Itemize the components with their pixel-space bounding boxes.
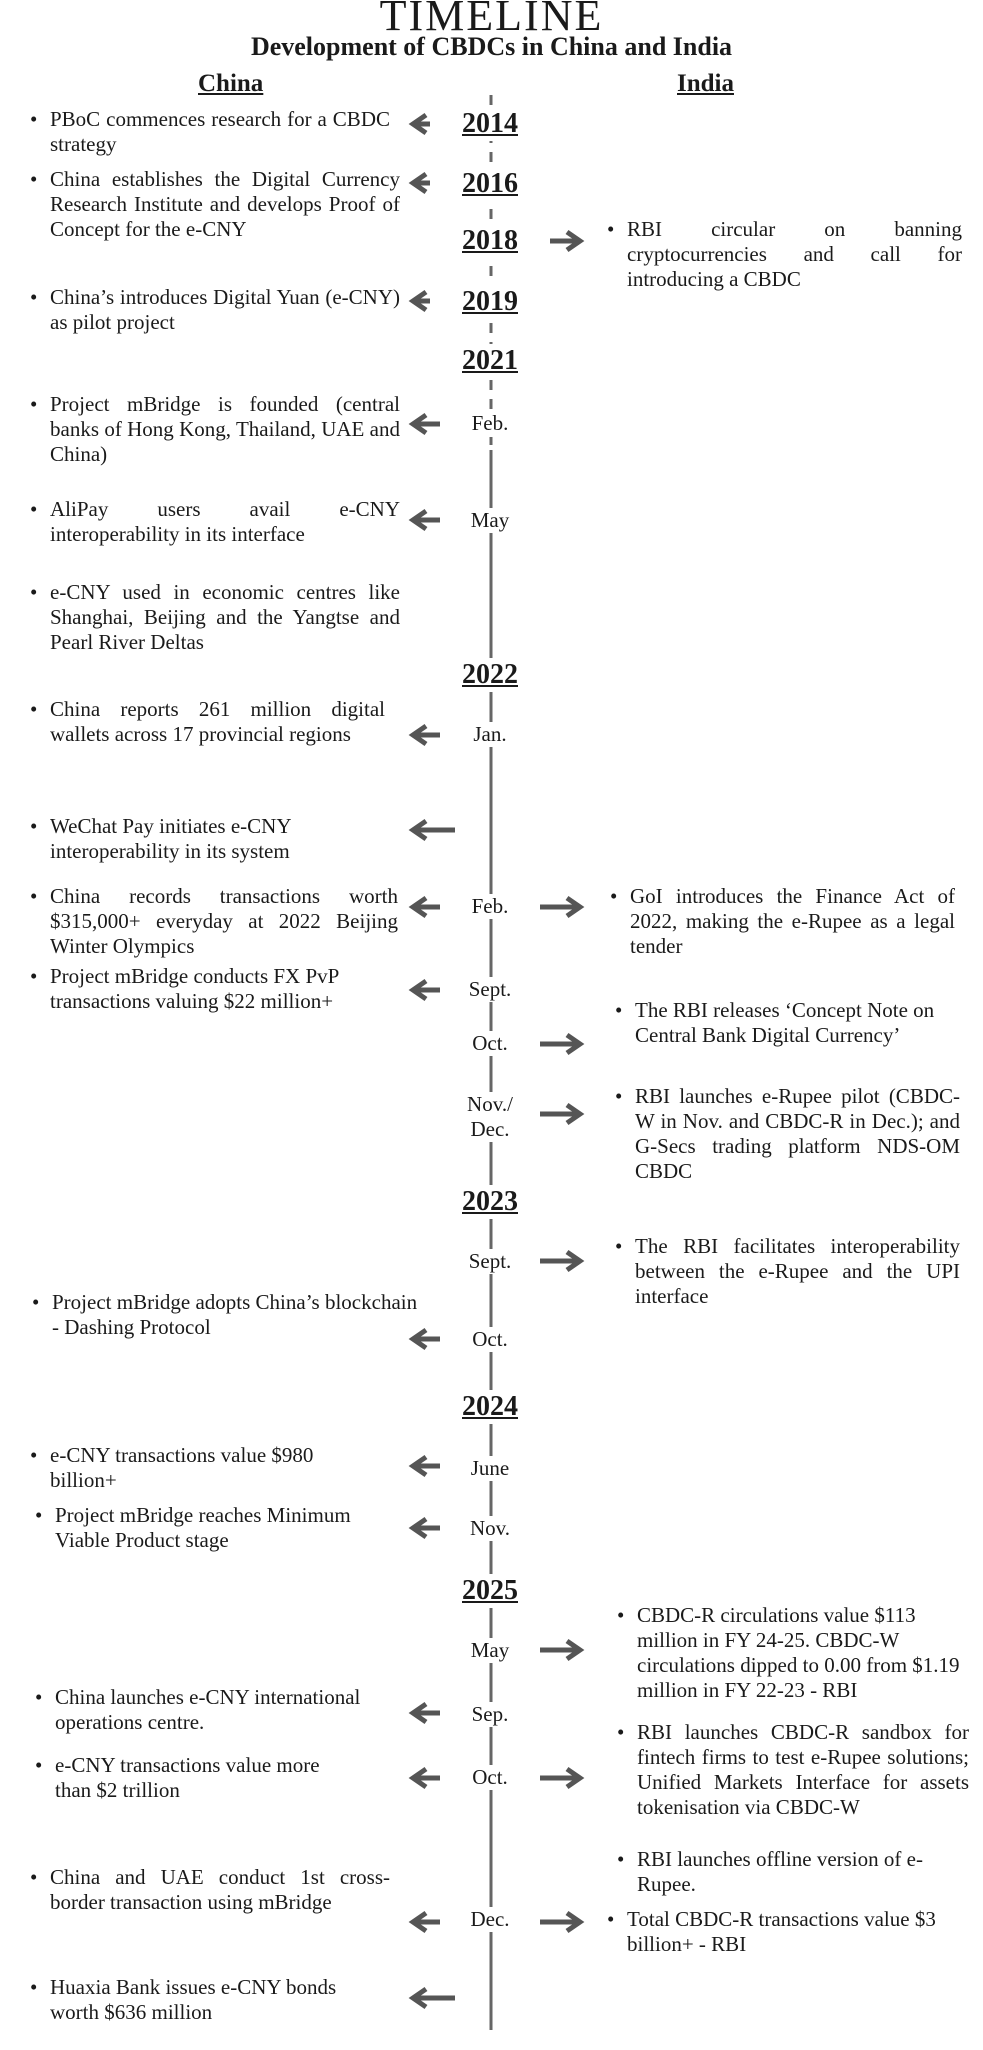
china-event: • e-CNY transactions value more than $2 trillion — [35, 1753, 320, 1802]
india-event: • Total CBDC-R transactions value $3 billion+ - RBI — [607, 1907, 936, 1956]
month-marker: May — [440, 508, 540, 533]
india-event: • The RBI releases ‘Concept Note on Central Bank Digital Currency’ — [615, 998, 935, 1047]
month-marker: Oct. — [440, 1327, 540, 1352]
arrow-left-icon — [413, 821, 455, 839]
month-marker: Nov./ Dec. — [440, 1092, 540, 1142]
year-marker: 2023 — [430, 1185, 550, 1219]
month-marker: Feb. — [440, 411, 540, 436]
year-marker: 2014 — [430, 107, 550, 141]
month-marker: Feb. — [440, 894, 540, 919]
china-event: • Project mBridge reaches Minimum Viable Product stage — [35, 1503, 351, 1552]
month-marker: June — [440, 1456, 540, 1481]
arrow-left-icon — [413, 1989, 455, 2007]
year-marker: 2024 — [430, 1390, 550, 1424]
month-marker: Nov. — [440, 1516, 540, 1541]
column-header-india: India — [677, 70, 734, 97]
arrow-right-icon — [538, 1035, 580, 1053]
page-title: TIMELINE — [379, 0, 604, 40]
year-marker: 2019 — [430, 285, 550, 319]
year-marker: 2021 — [430, 344, 550, 378]
arrow-right-icon — [538, 1105, 580, 1123]
arrow-right-icon — [538, 898, 580, 916]
month-marker: Sept. — [440, 1249, 540, 1274]
china-event: • e-CNY used in economic centres like Shanghai, Beijing and the Yangtse and Pearl River Deltas — [30, 580, 400, 654]
china-event: • China’s introduces Digital Yuan (e-CNY) as pilot project — [30, 285, 400, 334]
china-event: • China reports 261 million digital wallets across 17 provincial regions — [30, 697, 385, 746]
month-marker: Sept. — [440, 977, 540, 1002]
india-event: • RBI launches offline version of e-Rupee. — [617, 1847, 923, 1896]
china-event: • Huaxia Bank issues e-CNY bonds worth $636 million — [30, 1975, 337, 2024]
month-marker: Oct. — [440, 1031, 540, 1056]
china-event: • e-CNY transactions value $980 billion+ — [30, 1443, 314, 1492]
arrow-right-icon — [538, 1641, 580, 1659]
china-event: • China records transactions worth $315,000+ everyday at 2022 Beijing Winter Olympics — [30, 884, 398, 958]
india-event: • RBI launches CBDC-R sandbox for fintech firms to test e-Rupee solutions; Unified Markets Interface for assets tokenisation via CBDC-W — [617, 1720, 969, 1819]
year-marker: 2022 — [430, 658, 550, 692]
china-event: • PBoC commences research for a CBDC strategy — [30, 107, 390, 156]
arrow-right-icon — [538, 1913, 580, 1931]
arrow-right-icon — [538, 1252, 580, 1270]
china-event: • China launches e-CNY international operations centre. — [35, 1685, 361, 1734]
china-event: • China and UAE conduct 1st cross-border transaction using mBridge — [30, 1865, 390, 1914]
india-event: • RBI circular on banning cryptocurrencies and call for introducing a CBDC — [607, 217, 962, 291]
china-event: • WeChat Pay initiates e-CNY interoperability in its system — [30, 814, 291, 863]
china-event: • China establishes the Digital Currency Research Institute and develops Proof of Concept for the e-CNY — [30, 167, 400, 241]
month-marker: Oct. — [440, 1765, 540, 1790]
year-marker: 2018 — [430, 224, 550, 258]
month-marker: Sep. — [440, 1702, 540, 1727]
month-marker: May — [440, 1638, 540, 1663]
china-event: • Project mBridge conducts FX PvP transactions valuing $22 million+ — [30, 964, 339, 1013]
india-event: • CBDC-R circulations value $113 million in FY 24-25. CBDC-W circulations dipped to 0.00 from $1.19 million in FY 22-23 - RBI — [617, 1603, 960, 1702]
china-event: • Project mBridge adopts China’s blockchain - Dashing Protocol — [32, 1290, 418, 1339]
china-event: • Project mBridge is founded (central banks of Hong Kong, Thailand, UAE and China) — [30, 392, 400, 466]
page-subtitle: Development of CBDCs in China and India — [250, 32, 733, 61]
year-marker: 2016 — [430, 167, 550, 201]
year-marker: 2025 — [430, 1574, 550, 1608]
india-event: • The RBI facilitates interoperability between the e-Rupee and the UPI interface — [615, 1234, 960, 1308]
column-header-china: China — [198, 70, 264, 97]
india-event: • GoI introduces the Finance Act of 2022, making the e-Rupee as a legal tender — [610, 884, 955, 958]
month-marker: Jan. — [440, 722, 540, 747]
month-marker: Dec. — [440, 1907, 540, 1932]
china-event: • AliPay users avail e-CNY interoperability in its interface — [30, 497, 400, 546]
arrow-right-icon — [538, 1769, 580, 1787]
india-event: • RBI launches e-Rupee pilot (CBDC-W in Nov. and CBDC-R in Dec.); and G-Secs trading platform NDS-OM CBDC — [615, 1084, 960, 1183]
